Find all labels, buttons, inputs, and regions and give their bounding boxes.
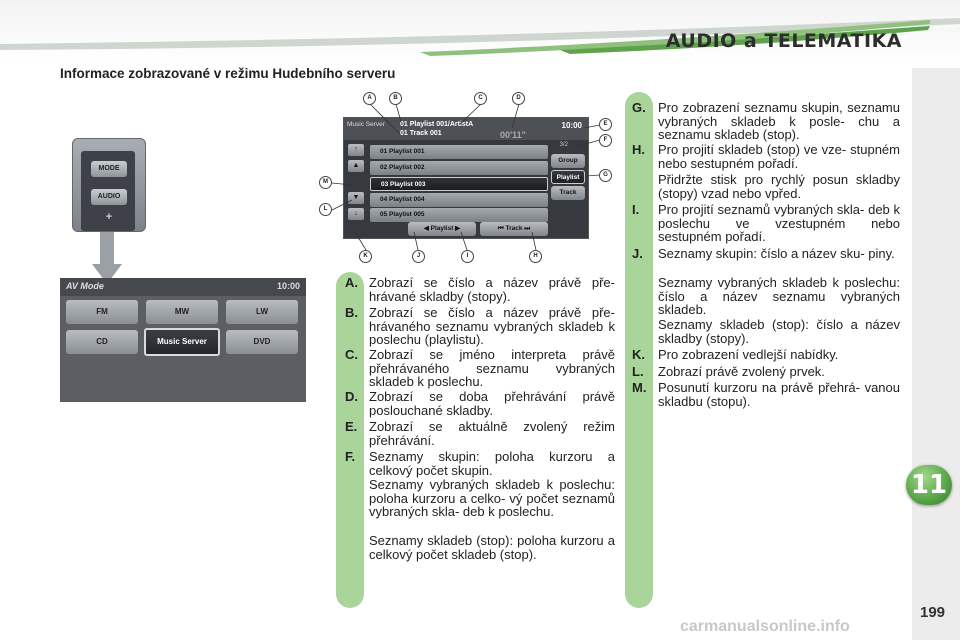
music-server-screen-image <box>343 117 589 239</box>
legend-letter: D. <box>345 389 358 404</box>
legend-letter: E. <box>345 419 358 434</box>
legend-item-h <box>632 142 900 171</box>
screen-list-row: 05 Playlist 005 <box>370 208 548 222</box>
legend-letter: L. <box>632 364 644 379</box>
legend-text: Zobrazí právě zvolený prvek. <box>658 364 825 379</box>
legend-text: Pro zobrazení seznamu skupin, seznamu vybraných skladeb k posle- chu a seznamu skladeb (stop). <box>658 100 900 143</box>
legend-item-a <box>345 275 615 304</box>
legend-letter: G. <box>632 100 646 115</box>
screen-clock: 10:00 <box>561 121 582 130</box>
screen-cursor-position: 3/2 <box>559 142 568 148</box>
screen-list-row-selected: 03 Playlist 003 <box>370 177 548 191</box>
legend-letter: H. <box>632 142 645 157</box>
screen-page-down-icon: ↓ <box>348 208 364 220</box>
callout-e: E <box>599 118 612 131</box>
legend-item-f-tracks <box>369 534 615 561</box>
legend-letter: J. <box>632 246 643 261</box>
right-margin-band <box>912 68 960 640</box>
legend-item-g <box>632 100 900 143</box>
screen-up-icon: ▲ <box>348 160 364 172</box>
watermark-text: carmanualsonline.info <box>680 618 850 635</box>
arrow-shaft <box>100 232 114 266</box>
legend-item-k <box>632 347 900 362</box>
screen-play-time: 00'11" <box>500 130 526 140</box>
callout-k: K <box>359 250 372 263</box>
callout-d: D <box>512 92 525 105</box>
av-button-music-server: Music Server <box>144 328 220 356</box>
legend-letter: C. <box>345 347 358 362</box>
page-number: 199 <box>920 604 946 621</box>
header-title: AUDIO a TELEMATIKA <box>665 30 902 52</box>
callout-c: C <box>474 92 487 105</box>
av-mode-screen-image <box>60 278 306 402</box>
legend-text: Posunutí kurzoru na právě přehrá- vanou skladbu (stopu). <box>658 380 900 409</box>
legend-text: Seznamy vybraných skladeb k poslechu: číslo a název seznamu vybraných skladeb. <box>658 275 900 318</box>
legend-letter: I. <box>632 202 640 217</box>
legend-text: Zobrazí se aktuálně zvolený režim přehrávání. <box>369 419 615 448</box>
legend-letter: F. <box>345 449 356 464</box>
legend-item-m <box>632 380 900 409</box>
legend-item-e <box>345 419 615 448</box>
callout-b: B <box>389 92 402 105</box>
screen-source-label: Music Server <box>347 121 385 128</box>
av-button-fm: FM <box>66 300 138 324</box>
legend-text: Seznamy skupin: poloha kurzoru a celkový počet skupin. <box>369 449 615 478</box>
chapter-badge: 11 <box>906 465 952 505</box>
legend-text: Pro projití seznamů vybraných skla- deb k poslechu ve vzestupném nebo sestupném pořadí. <box>658 202 900 245</box>
legend-item-i <box>632 202 900 245</box>
panel-inner <box>81 151 135 231</box>
callout-f: F <box>599 134 612 147</box>
legend-letter: M. <box>632 380 647 395</box>
audio-button-image: AUDIO <box>91 189 127 205</box>
plus-button-image: + <box>105 211 113 223</box>
legend-text: Pro zobrazení vedlejší nabídky. <box>658 347 839 362</box>
legend-text: Zobrazí se doba přehrávání právě poslouchané skladby. <box>369 389 615 418</box>
screen-list-row: 01 Playlist 001 <box>370 145 548 159</box>
legend-text: Seznamy skupin: číslo a název sku- piny. <box>658 246 895 261</box>
screen-list-row: 02 Playlist 002 <box>370 161 548 175</box>
legend-letter: K. <box>632 347 645 362</box>
mode-button-image: MODE <box>91 161 127 177</box>
callout-h: H <box>529 250 542 263</box>
callout-j: J <box>412 250 425 263</box>
left-column-bar <box>336 272 364 608</box>
callout-i: I <box>461 250 474 263</box>
callout-a: A <box>363 92 376 105</box>
callout-m: M <box>319 176 332 189</box>
section-title: Informace zobrazované v režimu Hudebního serveru <box>60 66 396 81</box>
legend-item-j-playlists <box>658 276 900 317</box>
screen-track-button: Track <box>551 186 585 200</box>
legend-item-j <box>632 246 900 261</box>
legend-text: Seznamy skladeb (stop): číslo a název skladby (stopy). <box>658 317 900 346</box>
legend-item-c <box>345 347 615 390</box>
av-mode-topbar <box>60 278 306 296</box>
screen-group-button: Group <box>551 154 585 168</box>
av-button-mw: MW <box>146 300 218 324</box>
av-button-dvd: DVD <box>226 330 298 354</box>
legend-text: Přidržte stisk pro rychlý posun skladby (stopy) vzad nebo vpřed. <box>658 172 900 201</box>
screen-topbar <box>344 118 588 140</box>
screen-playlist-line: 01 Playlist 001/ArtistA <box>400 121 474 128</box>
legend-text: Zobrazí se číslo a název právě pře- hrávaného seznamu vybraných skladeb k poslechu (playlistu). <box>369 305 615 348</box>
legend-letter: A. <box>345 275 358 290</box>
screen-down-icon: ▼ <box>348 192 364 204</box>
legend-item-h-hold <box>658 173 900 200</box>
legend-text: Zobrazí se jméno interpreta právě přehrávaného seznamu vybraných skladeb k poslechu. <box>369 347 615 390</box>
legend-text: Zobrazí se číslo a název právě pře- hrávané skladby (stopy). <box>369 275 615 304</box>
screen-playlist-button: Playlist <box>551 170 585 184</box>
legend-item-l <box>632 364 900 379</box>
av-mode-clock: 10:00 <box>276 281 300 291</box>
screen-list-row: 04 Playlist 004 <box>370 193 548 207</box>
legend-text: Pro projití skladeb (stop) ve vze- stupném nebo sestupném pořadí. <box>658 142 900 171</box>
legend-item-j-tracks <box>658 318 900 345</box>
legend-letter: B. <box>345 305 358 320</box>
legend-text: Seznamy skladeb (stop): poloha kurzoru a celkový počet skladeb (stop). <box>369 533 615 562</box>
av-button-lw: LW <box>226 300 298 324</box>
callout-g: G <box>599 169 612 182</box>
screen-page-up-icon: ↑ <box>348 144 364 156</box>
legend-item-f-playlists <box>369 478 615 519</box>
screen-track-nav-button: ⏮ Track ⏭ <box>480 222 548 236</box>
legend-item-f <box>345 449 615 478</box>
screen-playlist-nav-button: ◀ Playlist ▶ <box>408 222 476 236</box>
head-unit-panel-image <box>72 138 146 232</box>
callout-l: L <box>319 203 332 216</box>
legend-text: Seznamy vybraných skladeb k poslechu: poloha kurzoru a celko- vý počet seznamů vybraných skla- deb k poslechu. <box>369 477 615 520</box>
av-button-cd: CD <box>66 330 138 354</box>
legend-item-d <box>345 389 615 418</box>
av-mode-title: AV Mode <box>66 281 104 291</box>
legend-item-b <box>345 305 615 348</box>
screen-track-line: 01 Track 001 <box>400 130 442 137</box>
